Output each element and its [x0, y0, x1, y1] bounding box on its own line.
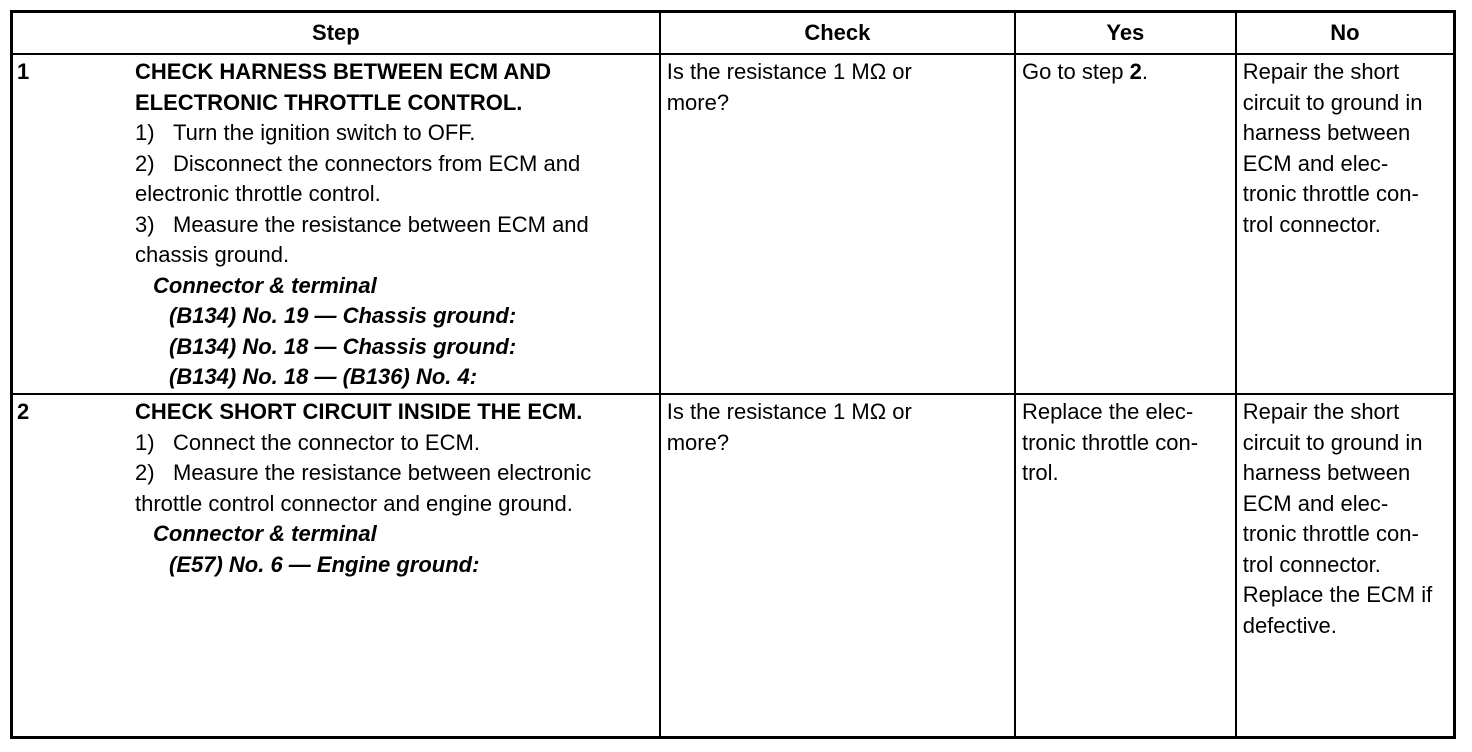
- procedure-index: 1): [135, 429, 155, 455]
- procedure-text: Turn the ignition switch to OFF.: [173, 120, 476, 145]
- header-yes: Yes: [1015, 12, 1236, 55]
- yes-suffix: .: [1141, 59, 1148, 84]
- connector-spec: (B134) No. 18 — (B136) No. 4:: [169, 364, 478, 389]
- yes-prefix: Go to step: [1021, 59, 1130, 84]
- procedure-continuation: chassis ground.: [135, 242, 290, 267]
- no-line: circuit to ground in: [1242, 429, 1423, 455]
- step-body: [135, 395, 659, 580]
- connector-heading: Connector & terminal: [153, 272, 377, 298]
- step-title-line: CHECK HARNESS BETWEEN ECM AND: [135, 59, 551, 84]
- procedure-index: 2): [135, 460, 155, 486]
- no-line: harness between: [1242, 120, 1411, 145]
- header-step: Step: [12, 12, 660, 55]
- no-line: Repair the short: [1242, 59, 1400, 84]
- step-cell: [12, 54, 660, 394]
- yes-text: [1016, 395, 1235, 489]
- step-title-line: CHECK SHORT CIRCUIT INSIDE THE ECM.: [135, 399, 583, 425]
- no-line: Repair the short: [1242, 399, 1400, 425]
- check-line: Is the resistance 1 MΩ or: [666, 59, 912, 84]
- no-line: tronic throttle con-: [1242, 521, 1419, 547]
- check-text: [661, 395, 1014, 458]
- procedure-step: [135, 149, 657, 180]
- diagnostic-table: [10, 10, 1456, 739]
- no-line: tronic throttle con-: [1242, 181, 1419, 206]
- yes-step-link: 2: [1129, 59, 1142, 84]
- procedure-step: [135, 428, 657, 459]
- table-row: [12, 54, 1455, 394]
- procedure-step: [135, 118, 657, 149]
- step-number: 2: [17, 399, 30, 425]
- yes-text: [1016, 55, 1235, 88]
- no-cell: [1236, 394, 1455, 737]
- procedure-step: [135, 210, 657, 241]
- procedure-text: Measure the resistance between ECM and: [173, 211, 589, 237]
- procedure-text: Connect the connector to ECM.: [173, 429, 480, 455]
- check-line: Is the resistance 1 MΩ or: [666, 399, 912, 425]
- connector-spec: (B134) No. 18 — Chassis ground:: [169, 333, 517, 359]
- no-line: harness between: [1242, 460, 1411, 486]
- no-line: defective.: [1242, 612, 1337, 638]
- no-cell: [1236, 54, 1455, 394]
- no-text: [1237, 55, 1453, 240]
- step-body: [135, 55, 659, 393]
- yes-cell: [1015, 54, 1236, 394]
- connector-heading: Connector & terminal: [153, 521, 377, 547]
- check-cell: [660, 394, 1015, 737]
- header-check: Check: [660, 12, 1015, 55]
- step-title-line: ELECTRONIC THROTTLE CONTROL.: [135, 89, 523, 115]
- step-cell: [12, 394, 660, 737]
- no-line: trol connector.: [1242, 211, 1381, 237]
- check-text: [661, 55, 1014, 118]
- connector-spec: (E57) No. 6 — Engine ground:: [169, 551, 480, 577]
- no-line: circuit to ground in: [1242, 89, 1423, 115]
- header-no: No: [1236, 12, 1455, 55]
- procedure-index: 2): [135, 150, 155, 176]
- yes-line: Replace the elec-: [1021, 399, 1194, 425]
- check-line: more?: [666, 89, 730, 115]
- procedure-index: 1): [135, 120, 155, 145]
- header-row: [12, 12, 1455, 55]
- check-line: more?: [666, 429, 730, 455]
- connector-spec: (B134) No. 19 — Chassis ground:: [169, 303, 517, 328]
- check-cell: [660, 54, 1015, 394]
- procedure-index: 3): [135, 211, 155, 237]
- procedure-continuation: electronic throttle control.: [135, 181, 381, 206]
- step-number: 1: [17, 59, 30, 84]
- yes-cell: [1015, 394, 1236, 737]
- procedure-continuation: throttle control connector and engine ground.: [135, 490, 573, 516]
- step-title: [135, 397, 657, 428]
- no-line: ECM and elec-: [1242, 490, 1389, 516]
- procedure-text: Measure the resistance between electronic: [173, 460, 592, 486]
- yes-line: trol.: [1021, 460, 1059, 486]
- procedure-step: [135, 458, 657, 489]
- table-row: [12, 394, 1455, 737]
- procedure-text: Disconnect the connectors from ECM and: [173, 150, 581, 176]
- no-line: Replace the ECM if: [1242, 582, 1433, 608]
- no-line: ECM and elec-: [1242, 150, 1389, 176]
- no-text: [1237, 395, 1453, 641]
- no-line: trol connector.: [1242, 551, 1381, 577]
- yes-line: tronic throttle con-: [1021, 429, 1199, 455]
- step-title: [135, 57, 657, 118]
